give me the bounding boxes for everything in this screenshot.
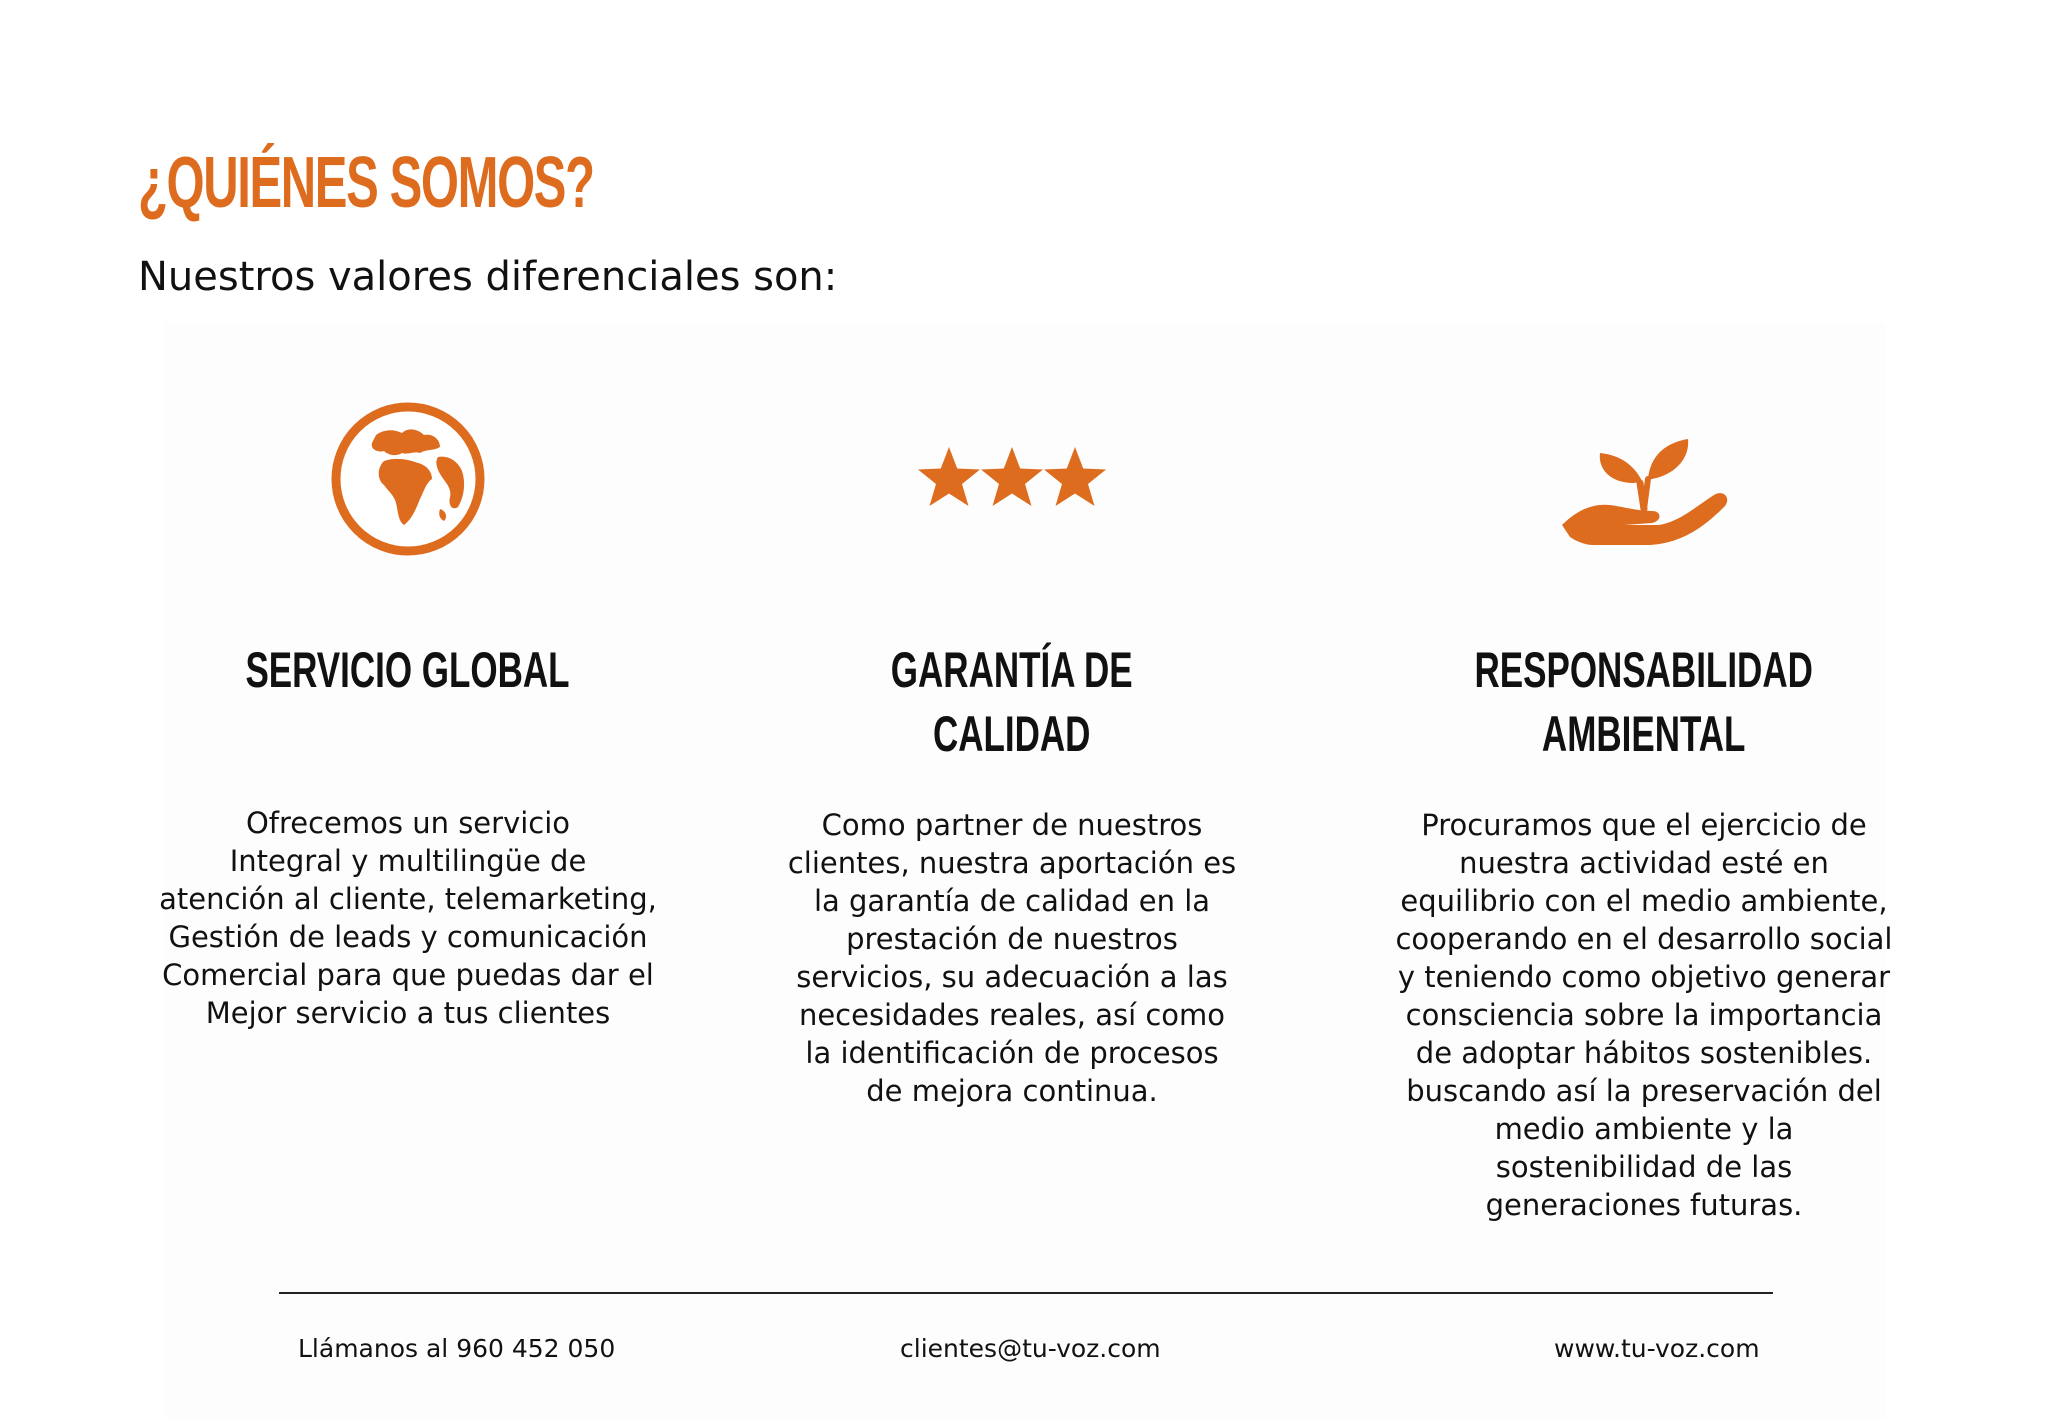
value-heading: RESPONSABILIDAD AMBIENTAL xyxy=(1474,642,1814,762)
footer-phone: Llámanos al 960 452 050 xyxy=(298,1334,616,1363)
footer-email-link[interactable]: clientes@tu-voz.com xyxy=(900,1334,1161,1363)
value-description: Como partner de nuestros clientes, nuestra aportación es la garantía de calidad en la prestación de nuestros servicios, su adecuación a las necesidades reales, así como la identificación de procesos de mejora continua. xyxy=(787,808,1237,1108)
globe-icon xyxy=(128,394,688,564)
three-stars-icon xyxy=(732,394,1292,564)
value-heading: SERVICIO GLOBAL xyxy=(245,642,571,698)
page-subtitle: Nuestros valores diferenciales son: xyxy=(138,254,838,300)
footer-divider xyxy=(279,1292,1773,1294)
value-description: Ofrecemos un servicio Integral y multilingüe de atención al cliente, telemarketing, Gestión de leads y comunicación Comercial para que puedas dar el Mejor servicio a tus clientes xyxy=(159,806,657,1030)
value-heading: GARANTÍA DE CALIDAD xyxy=(891,642,1133,762)
hand-plant-icon xyxy=(1364,394,1924,564)
value-description: Procuramos que el ejercicio de nuestra actividad esté en equilibrio con el medio ambiente, cooperando en el desarrollo social y teniendo como objetivo generar consciencia sobre la importancia de adoptar hábitos sostenibles. buscando así la preservación del medio ambiente y la sostenibilidad de las generaciones futuras. xyxy=(1395,808,1893,1222)
page-title: ¿QUIÉNES SOMOS? xyxy=(138,143,594,223)
footer-website-link[interactable]: www.tu-voz.com xyxy=(1554,1334,1760,1363)
